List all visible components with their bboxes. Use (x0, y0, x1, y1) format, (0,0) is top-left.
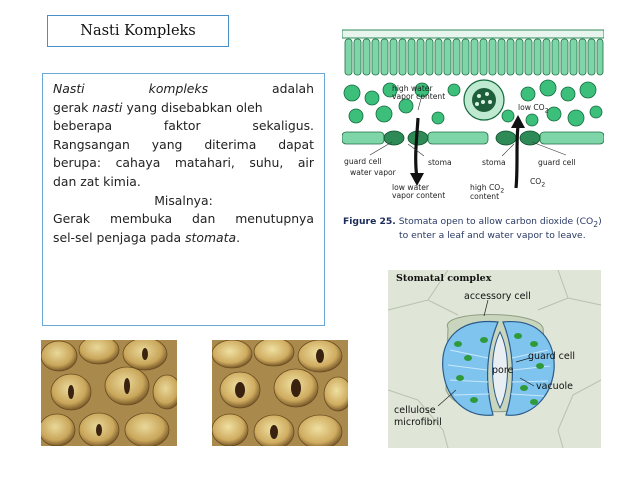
word: berupa: (53, 155, 102, 171)
caption-sub: 2 (593, 219, 599, 229)
label-sub: 2 (500, 187, 505, 195)
word: yang (151, 136, 183, 152)
word: adalah (272, 81, 314, 96)
word: diterima (204, 136, 257, 152)
text-line-5 (53, 154, 314, 173)
caption-line-1 (343, 216, 613, 230)
word: beberapa (53, 118, 113, 134)
label-accessory-cell: accessory cell (464, 291, 531, 302)
word: membuka (110, 211, 173, 227)
label-guard-cell-left: guard cell (344, 157, 382, 166)
word: cahaya (115, 155, 161, 171)
text-line-9 (53, 229, 314, 248)
stomatal-complex-figure (388, 270, 601, 448)
text-line-8 (53, 210, 314, 229)
stomatal-complex-title: Stomatal complex (396, 273, 492, 284)
word: dapat (278, 136, 314, 152)
text-span: . (236, 229, 241, 245)
text-box (42, 73, 325, 326)
label-guard-cell: guard cell (528, 351, 576, 362)
stomata-micrograph-right (212, 340, 348, 446)
word: Nasti (53, 81, 85, 96)
caption-label: Figure 25. (343, 216, 396, 227)
word: dan (191, 211, 216, 227)
caption-text: ) (598, 216, 602, 227)
label-text: high CO (470, 183, 501, 192)
label-pore: pore (492, 365, 514, 376)
label-sub: 2 (544, 107, 549, 115)
text-span: nasti (92, 99, 123, 115)
text-span: sel-sel penjaga pada (53, 229, 186, 245)
label-text: CO (530, 177, 542, 186)
stomata-micrograph-left (41, 340, 177, 446)
text-span: stomata (185, 229, 237, 245)
label-vapor-content: vapor content (392, 92, 446, 101)
label-stoma-right: stoma (482, 158, 506, 167)
word: faktor (163, 118, 201, 134)
caption-text: Stomata open to allow carbon dioxide (CO (395, 216, 594, 227)
word: sekaligus. (252, 118, 314, 134)
label-cellulose: cellulose (394, 405, 436, 416)
label-guard-cell-right: guard cell (538, 158, 576, 167)
label-high-water: high water (392, 84, 433, 93)
label-co2-content: content (470, 192, 500, 201)
text-line-2 (53, 99, 314, 118)
word: kompleks (148, 81, 209, 96)
label-co2 (530, 178, 545, 190)
word: Gerak (53, 211, 91, 227)
text-span: gerak (53, 99, 93, 115)
label-stoma-left: stoma (428, 158, 452, 167)
text-line-1 (53, 80, 314, 99)
leaf-cross-section-figure (342, 28, 604, 213)
label-low-co2 (518, 104, 549, 116)
text-line-7: Misalnya: (154, 192, 213, 208)
caption-line-2: to enter a leaf and water vapor to leave. (399, 229, 586, 241)
label-low-water: low water (392, 183, 430, 192)
slide-title: Nasti Kompleks (47, 15, 229, 47)
word: menutupnya (235, 211, 314, 227)
word: suhu, (249, 155, 284, 171)
label-water-vapor: water vapor (350, 168, 396, 177)
text-span: yang disebabkan oleh (122, 99, 263, 115)
label-sub: 2 (541, 181, 546, 189)
word: Rangsangan (53, 136, 130, 152)
word: air (297, 155, 314, 171)
figure-caption (343, 216, 613, 241)
word: matahari, (174, 155, 235, 171)
label-microfibril: microfibril (394, 417, 442, 428)
text-line-6: dan zat kimia. (53, 173, 141, 189)
label-low-vapor-content: vapor content (392, 191, 446, 200)
label-text: low CO (518, 103, 545, 112)
label-vacuole: vacuole (536, 381, 573, 392)
text-line-4 (53, 136, 314, 155)
text-line-3 (53, 117, 314, 136)
